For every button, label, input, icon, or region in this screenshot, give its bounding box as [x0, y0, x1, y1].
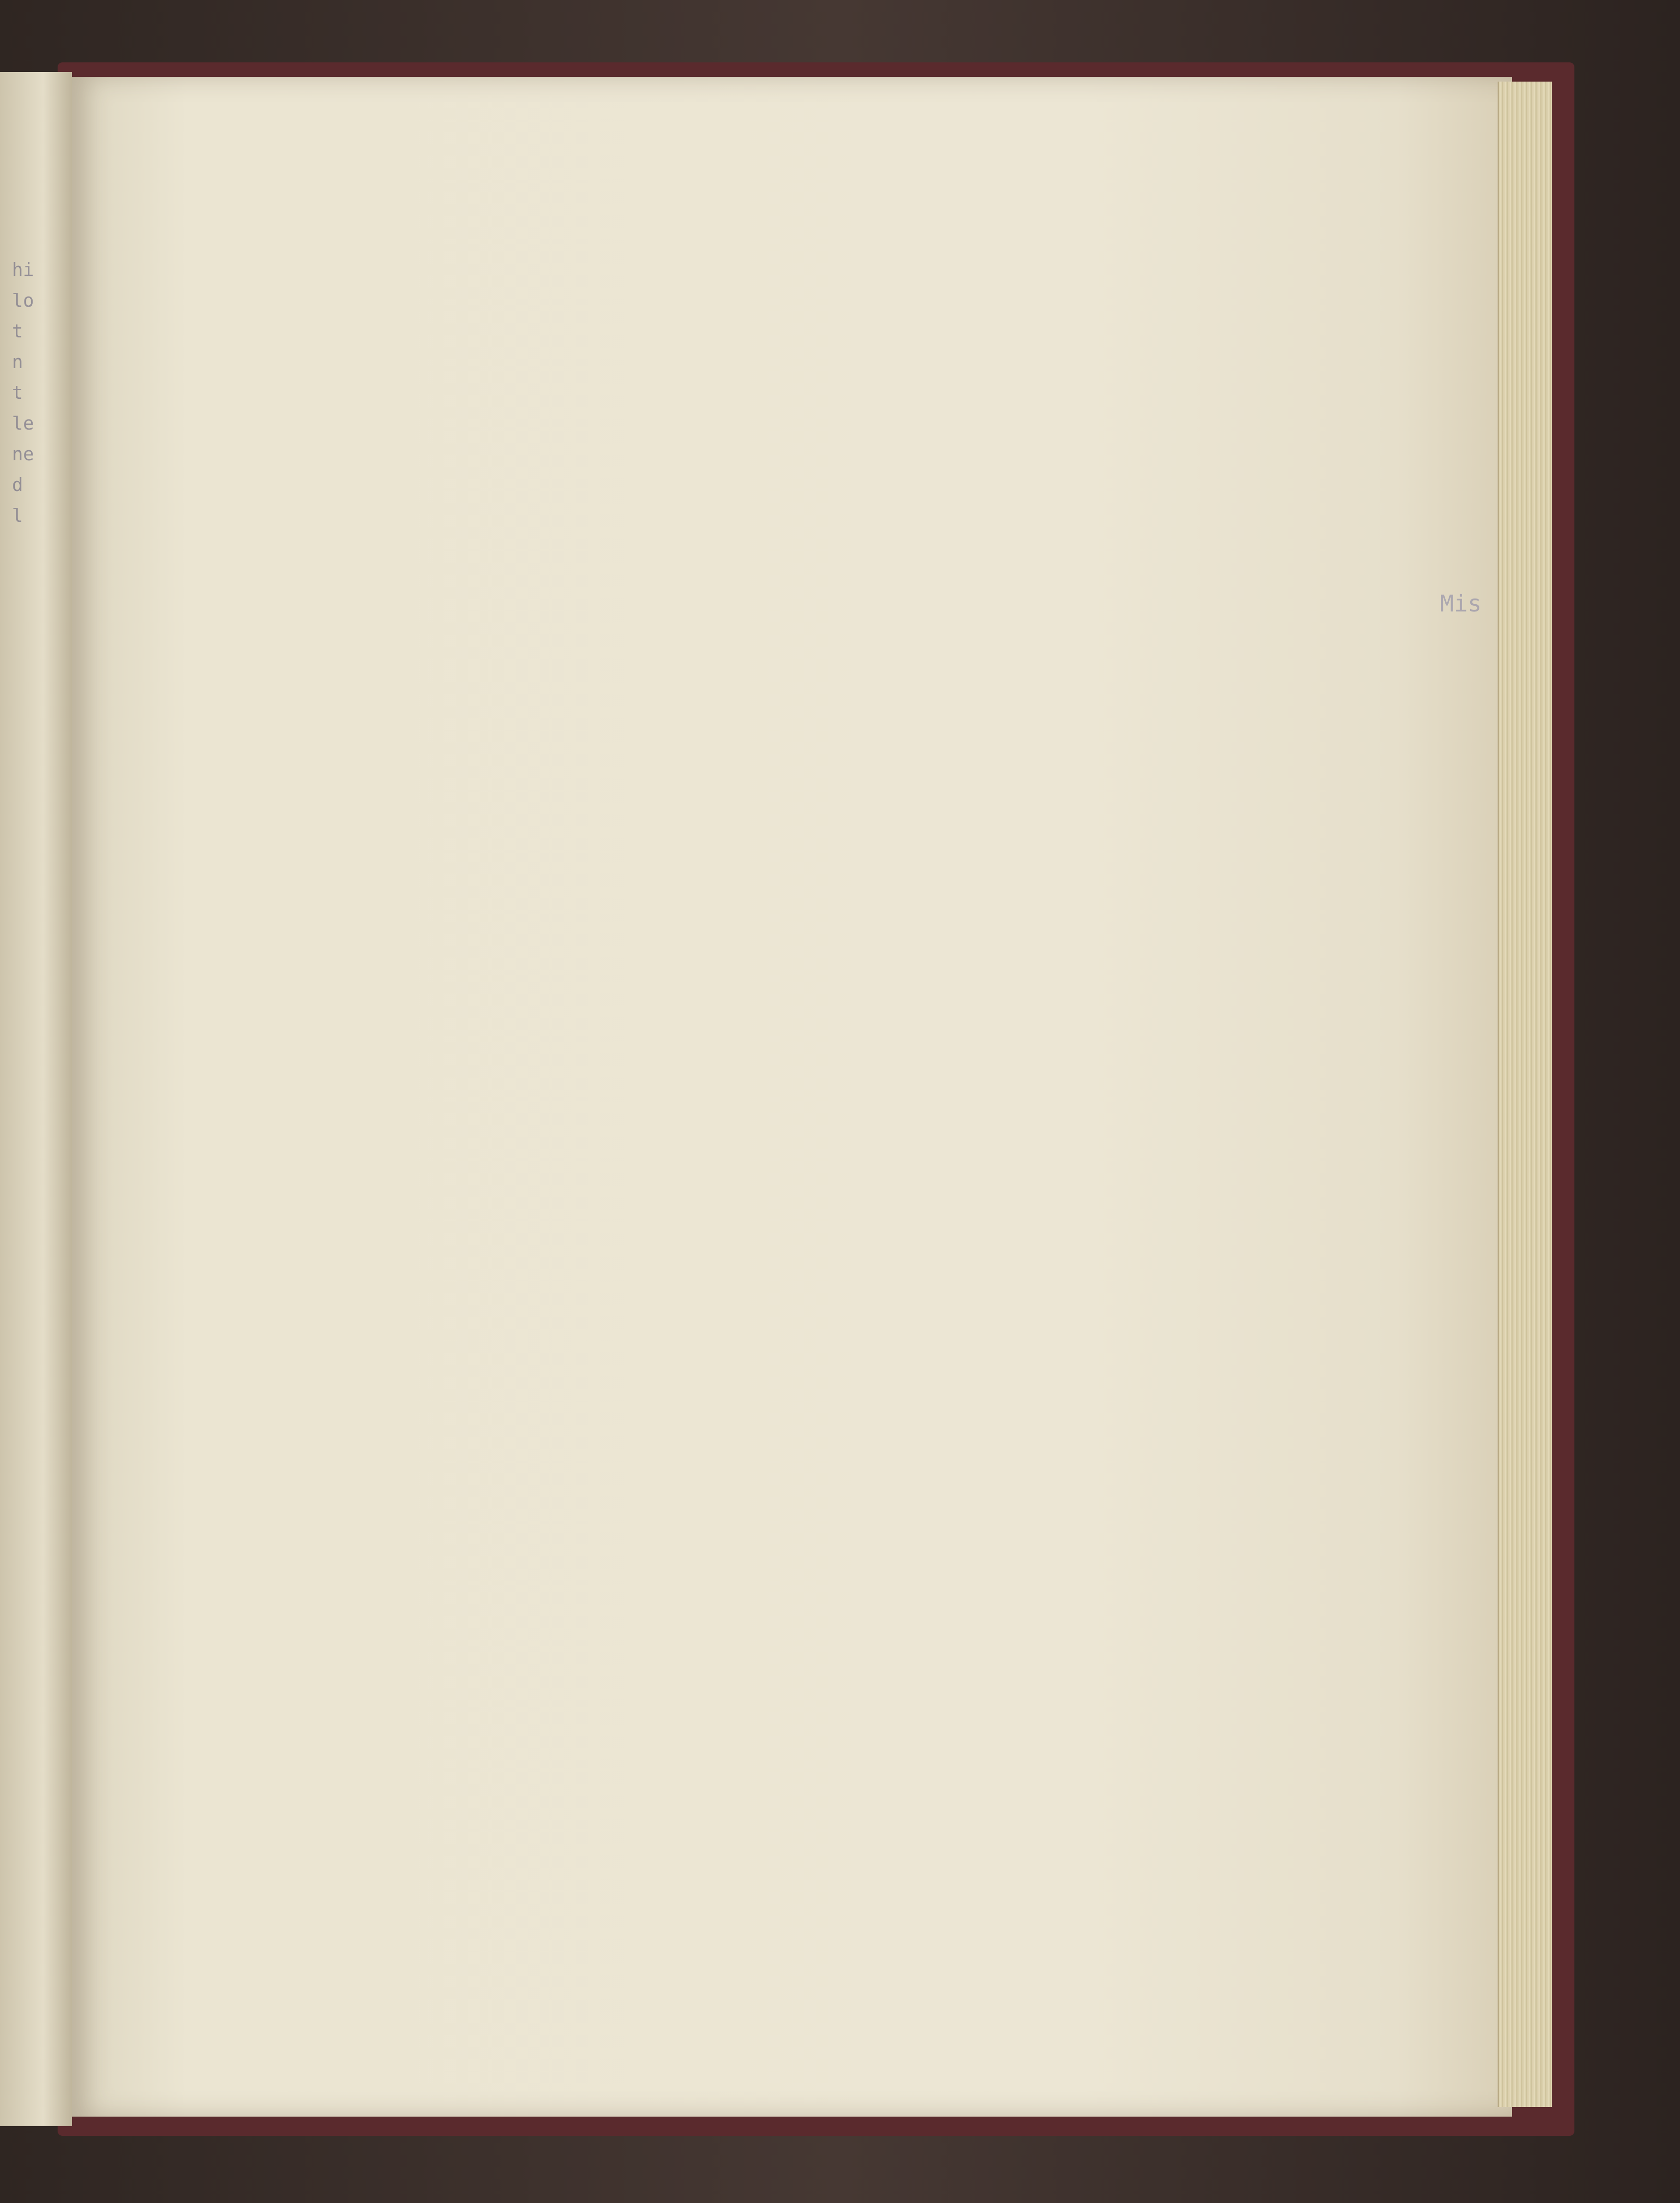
page-stack-edges [1498, 82, 1552, 2107]
previous-page-bleed: hi lo t n t le ne d l [12, 259, 34, 526]
margin-annotation: Mis [1440, 590, 1482, 617]
typed-letter [182, 0, 1507, 156]
document-page [72, 77, 1512, 2117]
previous-page-edge [0, 72, 72, 2126]
